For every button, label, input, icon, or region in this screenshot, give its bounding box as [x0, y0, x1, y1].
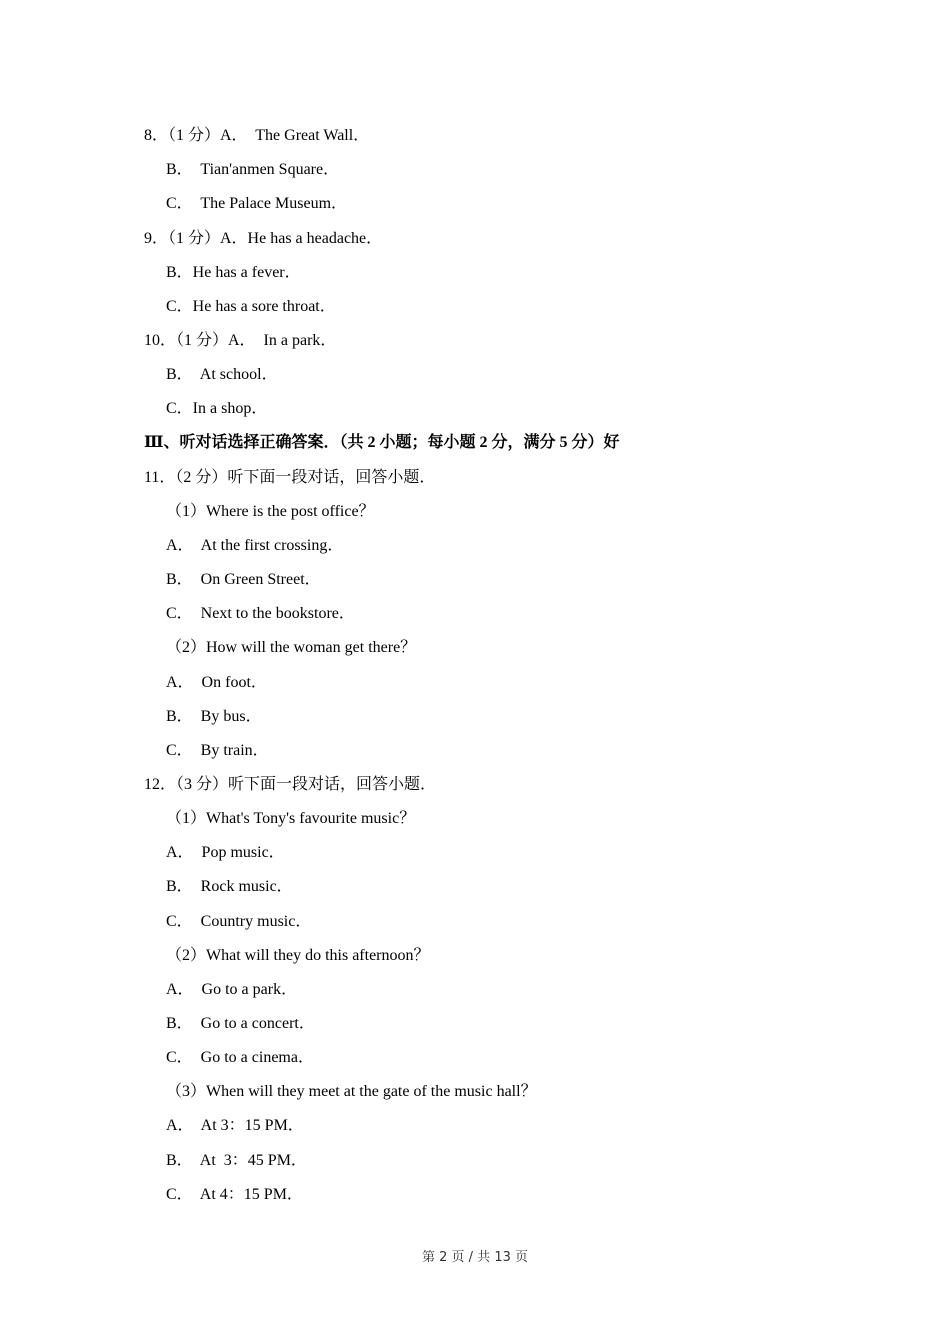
q12-1-option-a: A． Pop music．: [166, 844, 285, 861]
q12-2-option-a: A． Go to a park．: [166, 981, 298, 998]
q12-1-option-b: B． Rock music．: [166, 878, 293, 895]
q8-option-c: C． The Palace Museum．: [166, 195, 348, 212]
q10-option-b: B． At school．: [166, 366, 278, 383]
q11-1-option-c: C． Next to the bookstore．: [166, 605, 355, 622]
q11-1-option-b: B． On Green Street．: [166, 571, 321, 588]
q12-1-option-c: C． Country music．: [166, 913, 312, 930]
q12-3-option-a: A． At 3：15 PM．: [166, 1117, 304, 1134]
q12-subquestion-1: （1）What's Tony's favourite music？: [166, 810, 416, 827]
q11-2-option-c: C． By train．: [166, 742, 269, 759]
q12-subquestion-3: （3）When will they meet at the gate of the music hall？: [166, 1083, 537, 1100]
question-11: 11．（2 分）听下面一段对话，回答小题．: [144, 469, 436, 486]
q9-option-c: C．He has a sore throat．: [166, 298, 336, 315]
q12-3-option-c: C． At 4：15 PM．: [166, 1186, 303, 1203]
question-9: 9．（1 分）A．He has a headache．: [144, 230, 383, 247]
q12-3-option-b: B． At 3：45 PM．: [166, 1152, 307, 1169]
q11-2-option-a: A． On foot．: [166, 674, 267, 691]
page-footer: 第 2 页 / 共 13 页: [422, 1250, 528, 1265]
q11-1-option-a: A． At the first crossing．: [166, 537, 344, 554]
q10-option-c: C．In a shop．: [166, 400, 268, 417]
q8-option-b: B． Tian'anmen Square．: [166, 161, 340, 178]
q9-option-b: B．He has a fever．: [166, 264, 301, 281]
question-10: 10．（1 分）A． In a park．: [144, 332, 337, 349]
q12-2-option-c: C． Go to a cinema．: [166, 1049, 314, 1066]
question-12: 12．（3 分）听下面一段对话，回答小题．: [144, 776, 437, 793]
question-8: 8．（1 分）A． The Great Wall．: [144, 127, 370, 144]
q11-subquestion-2: （2）How will the woman get there？: [166, 639, 417, 656]
q12-2-option-b: B． Go to a concert．: [166, 1015, 315, 1032]
section-heading-iii: Ⅲ、听对话选择正确答案．（共 2 小题；每小题 2 分，满分 5 分）好: [144, 434, 620, 451]
q12-subquestion-2: （2）What will they do this afternoon？: [166, 947, 430, 964]
q11-subquestion-1: （1）Where is the post office？: [166, 503, 375, 520]
q11-2-option-b: B． By bus．: [166, 708, 262, 725]
